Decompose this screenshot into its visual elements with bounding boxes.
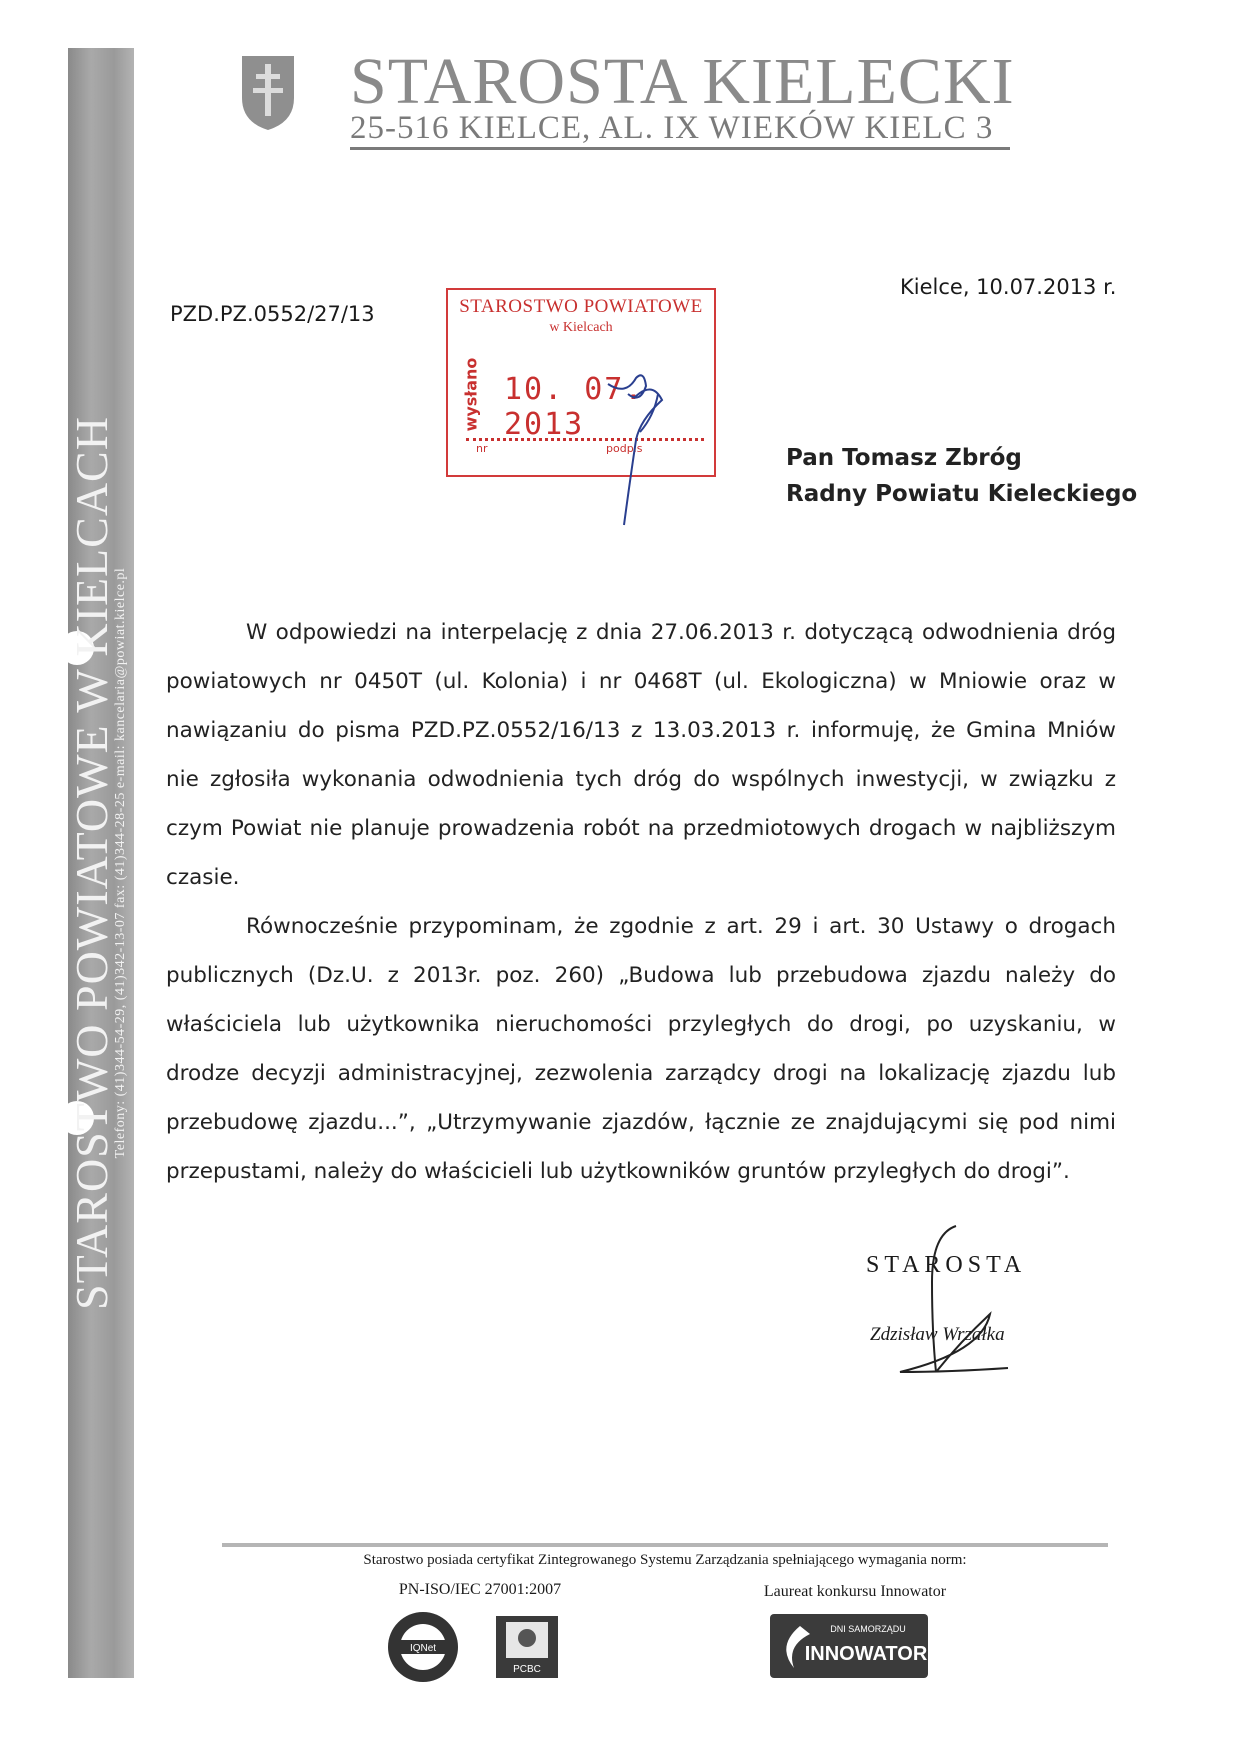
letter-date: Kielce, 10.07.2013 r. (900, 275, 1117, 299)
side-contacts: Telefony: (41)344-54-29, (41)342-13-07 fax: (41)344-28-25 e-mail: kancelaria@powiat.kielce.pl (113, 567, 128, 1159)
signature-name: Zdzisław Wrzałka (870, 1324, 1005, 1345)
stamp-place: w Kielcach (549, 320, 613, 335)
footer-laureat: Laureat konkursu Innowator (763, 1583, 947, 1600)
addressee-role: Radny Powiatu Kieleckiego (786, 481, 1138, 507)
reference-number: PZD.PZ.0552/27/13 (170, 302, 375, 326)
innowator-logo (770, 1614, 928, 1678)
iqnet-logo (386, 1610, 460, 1684)
signature-title: STAROSTA (866, 1252, 1027, 1278)
stamp-nr-label: nr (476, 442, 488, 455)
body-paragraph: Równocześnie przypominam, że zgodnie z art. 29 i art. 30 Ustawy o drogach publicznych (Dz.U. z 2013r. poz. 260) „Budowa lub przebudowa zjazdu należy do właściciela lub użytkownika nieruchomości przyległych do drogi, po uzyskaniu, w drodze decyzji administracyjnej, zezwolenia zarządcy drogi na lokalizację zjazdu lub przebudowę zjazdu...”, „Utrzymywanie zjazdów, łącznie ze znajdującymi się pod nimi przepustami, należy do właścicieli lub użytkowników gruntów przyległych do drogi”. (166, 914, 1116, 1184)
iqnet-label: IQNet (409, 1643, 437, 1654)
addressee-name: Pan Tomasz Zbróg (786, 445, 1022, 471)
side-office-name: STAROSTWO POWIATOWE W KIELCACH (66, 416, 117, 1310)
body-paragraph: W odpowiedzi na interpelację z dnia 27.06.2013 r. dotyczącą odwodnienia dróg powiatowych nr 0450T (ul. Kolonia) i nr 0468T (ul. Ekologiczna) w Mniowie oraz w nawiązaniu do pisma PZD.PZ.0552/16/13 z 13.03.2013 r. informuję, że Gmina Mniów nie zgłosiła wykonania odwodnienia tych dróg do wspólnych inwestycji, w związku z czym Powiat nie planuje prowadzenia robót na przedmiotowych drogach w najbliższym czasie. (166, 620, 1116, 890)
side-band-text (68, 48, 134, 1678)
coat-of-arms-icon (240, 52, 296, 132)
footer-certificate: Starostwo posiada certyfikat Zintegrowanego Systemu Zarządzania spełniającego wymagania norm: (363, 1552, 967, 1568)
stamp-signature-label: podpis (606, 442, 643, 455)
innowator-label: INNOWATOR (804, 1643, 928, 1665)
pcbc-label: PCBC (513, 1664, 541, 1675)
header-address: 25-516 KIELCE, AL. IX WIEKÓW KIELC 3 (350, 110, 994, 146)
stamp-sent-label: wysłano (461, 357, 481, 432)
pcbc-logo (494, 1614, 560, 1680)
footer-rule (222, 1543, 1108, 1547)
footer-iso-norm: PN-ISO/IEC 27001:2007 (398, 1581, 562, 1598)
stamp-handwritten-signature (600, 370, 690, 530)
header-title: STAROSTA KIELECKI (350, 45, 1015, 118)
addressee-block (786, 440, 1137, 512)
innowator-top-label: DNI SAMORZĄDU (830, 1624, 906, 1634)
stamp-office: STAROSTWO POWIATOWE (459, 296, 703, 317)
letter-body (166, 608, 1116, 1196)
header-rule (350, 147, 1010, 150)
handwritten-signature (890, 1222, 1020, 1382)
stamp-date: 10. 07. 2013 (504, 372, 645, 442)
